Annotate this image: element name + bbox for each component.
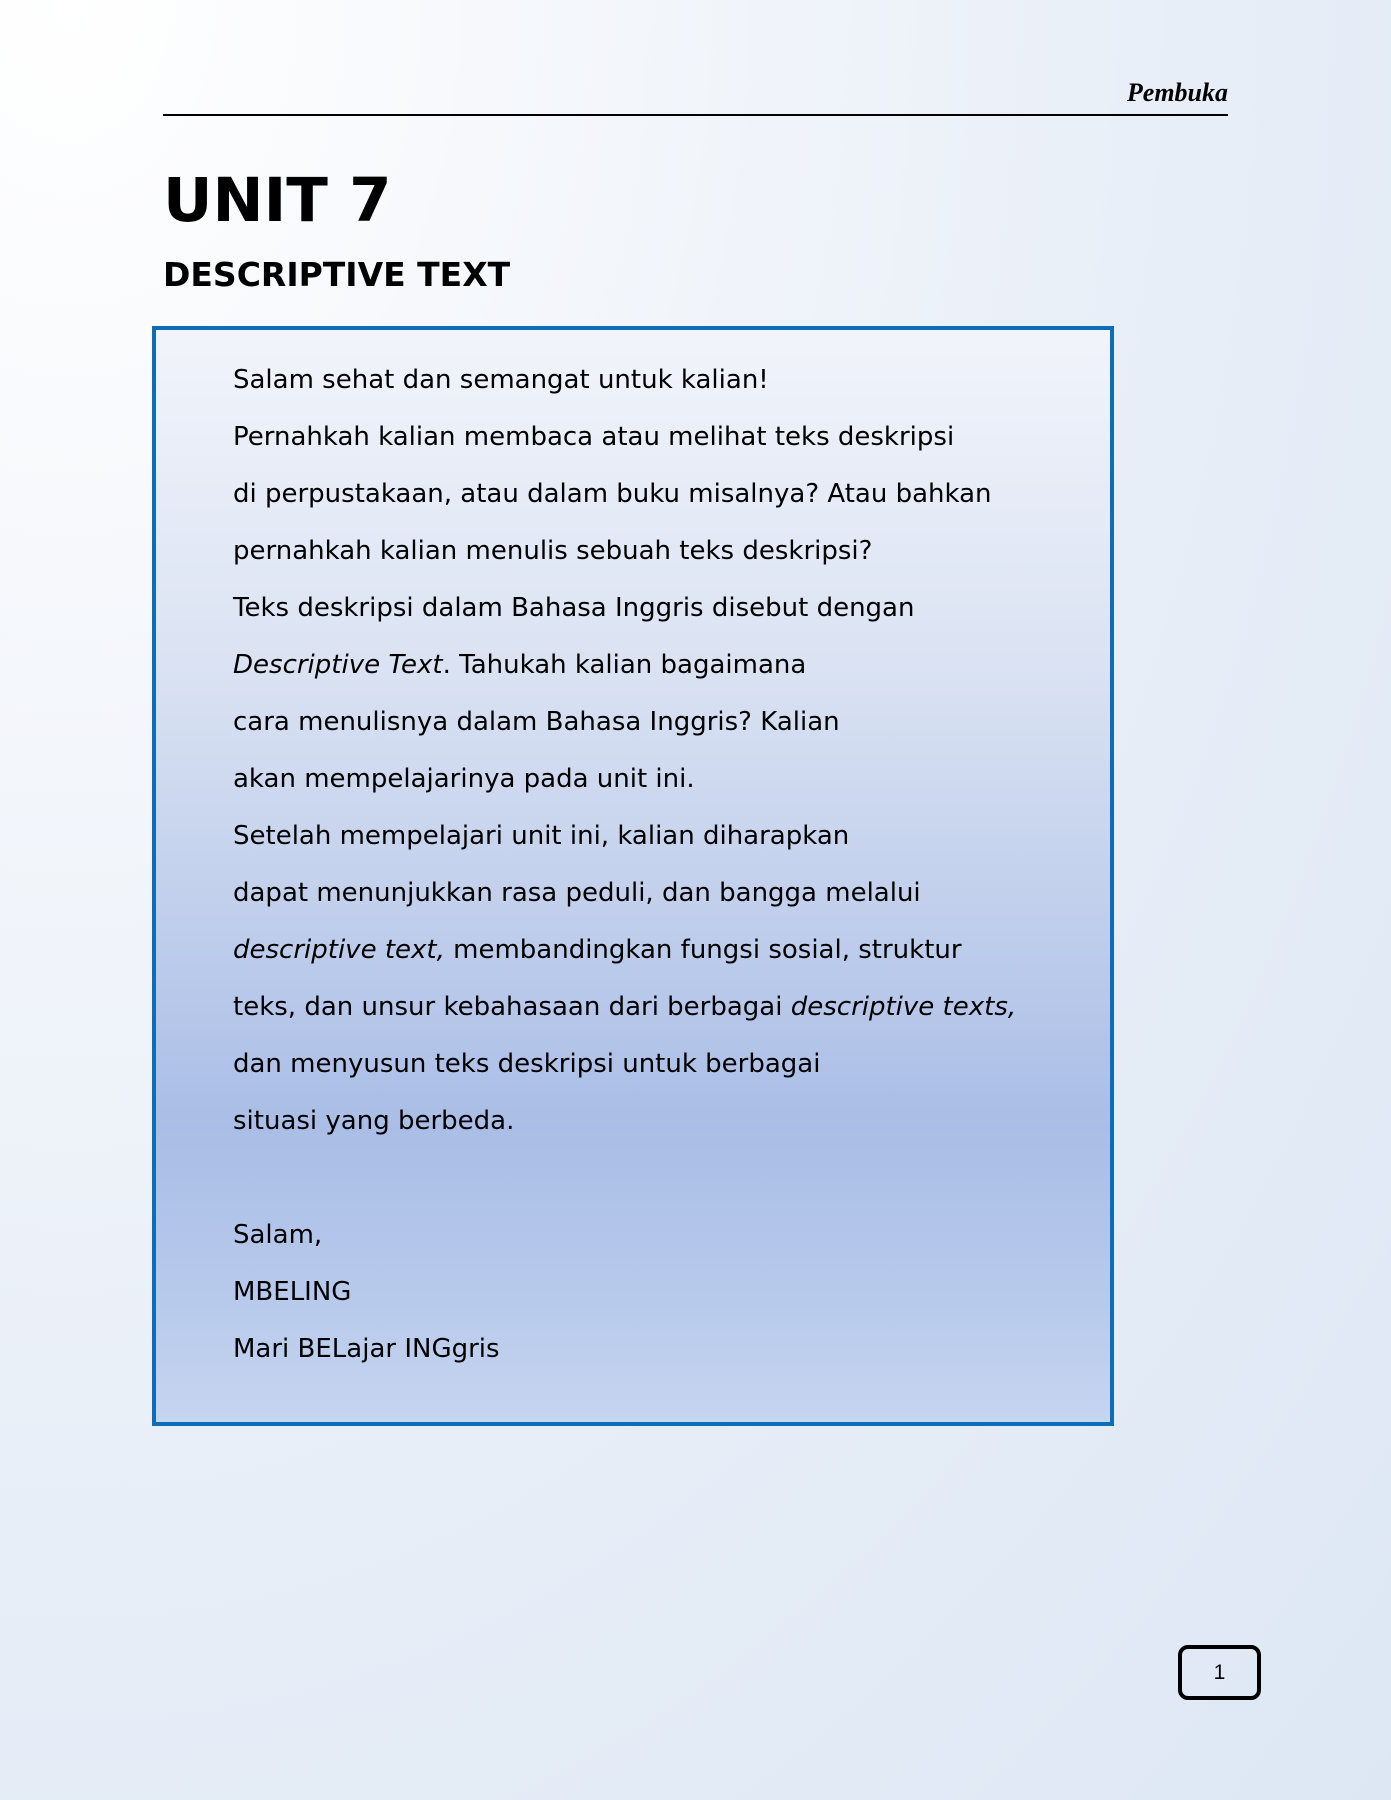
intro-line: Teks deskripsi dalam Bahasa Inggris disebut dengan <box>233 593 915 623</box>
intro-line <box>233 979 1093 1036</box>
intro-line-rest: membandingkan fungsi sosial, struktur <box>444 935 962 965</box>
intro-line: situasi yang berbeda. <box>233 1106 515 1136</box>
closing-tagline: Mari BELajar INGgris <box>233 1334 500 1364</box>
intro-line: Setelah mempelajari unit ini, kalian diharapkan <box>233 821 850 851</box>
intro-line: Salam sehat dan semangat untuk kalian! <box>233 365 769 395</box>
closing-signature: MBELING <box>233 1277 352 1307</box>
section-label: Pembuka <box>1126 78 1228 107</box>
intro-line: akan mempelajarinya pada unit ini. <box>233 764 695 794</box>
italic-term: Descriptive Text <box>233 650 443 680</box>
intro-box <box>152 326 1114 1426</box>
intro-line <box>233 637 1093 694</box>
page-number: 1 <box>1178 1645 1261 1700</box>
italic-term: descriptive text, <box>233 935 445 965</box>
intro-line: dapat menunjukkan rasa peduli, dan bangga melalui <box>233 878 921 908</box>
intro-line-rest: . Tahukah kalian bagaimana <box>442 650 807 680</box>
intro-line: pernahkah kalian menulis sebuah teks deskripsi? <box>233 536 873 566</box>
intro-line: di perpustakaan, atau dalam buku misalnya? Atau bahkan <box>233 479 992 509</box>
header-divider <box>163 114 1228 116</box>
intro-line <box>233 922 1093 979</box>
unit-title: UNIT 7 <box>163 165 392 236</box>
unit-subtitle: DESCRIPTIVE TEXT <box>163 255 511 294</box>
closing-greeting: Salam, <box>233 1220 323 1250</box>
italic-term: descriptive texts, <box>790 992 1017 1022</box>
spacer <box>233 1150 1093 1207</box>
intro-line: Pernahkah kalian membaca atau melihat teks deskripsi <box>233 422 955 452</box>
intro-line-before: teks, dan unsur kebahasaan dari berbagai <box>233 992 791 1022</box>
intro-line: dan menyusun teks deskripsi untuk berbagai <box>233 1049 821 1079</box>
intro-text <box>233 352 1093 1378</box>
intro-line: cara menulisnya dalam Bahasa Inggris? Kalian <box>233 707 840 737</box>
